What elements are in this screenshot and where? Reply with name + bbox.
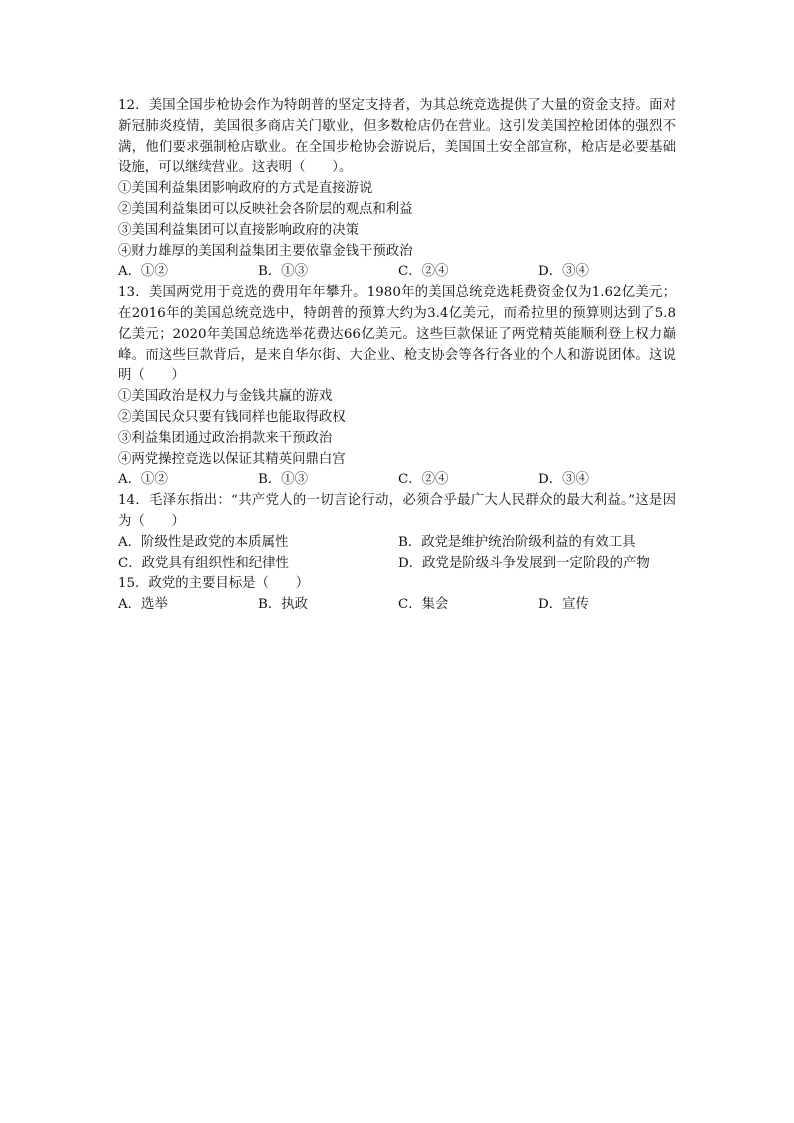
statement-2: ②美国民众只要有钱同样也能取得政权 bbox=[118, 409, 346, 425]
question-stem: 14．毛泽东指出：“共产党人的一切言论行动，必须合乎最广大人民群众的最大利益。”这是因为（ ） bbox=[118, 493, 676, 529]
option-d: D．宣传 bbox=[538, 597, 589, 613]
option-c: C．政党具有组织性和纪律性 bbox=[118, 555, 289, 571]
option-b: B．执政 bbox=[258, 597, 309, 613]
statement-1: ①美国政治是权力与金钱共赢的游戏 bbox=[118, 389, 333, 405]
option-a: A．阶级性是政党的本质属性 bbox=[118, 534, 289, 550]
statement-4: ④财力雄厚的美国利益集团主要依靠金钱干预政治 bbox=[118, 243, 413, 259]
statement-3: ③美国利益集团可以直接影响政府的决策 bbox=[118, 222, 360, 238]
option-b: B．①③ bbox=[258, 472, 309, 488]
question-stem: 15．政党的主要目标是（ ） bbox=[118, 576, 310, 592]
question-12 bbox=[118, 96, 676, 283]
option-a: A．①② bbox=[118, 264, 168, 280]
answer-options bbox=[118, 595, 676, 616]
option-c: C．集会 bbox=[398, 597, 449, 613]
option-b: B．政党是维护统治阶级利益的有效工具 bbox=[398, 534, 636, 550]
statement-1: ①美国利益集团影响政府的方式是直接游说 bbox=[118, 181, 373, 197]
answer-options bbox=[118, 533, 676, 575]
option-d: D．③④ bbox=[538, 264, 589, 280]
option-d: D．③④ bbox=[538, 472, 589, 488]
question-stem: 12．美国全国步枪协会作为特朗普的坚定支持者，为其总统竞选提供了大量的资金支持。面对新冠肺炎疫情，美国很多商店关门歇业，但多数枪店仍在营业。这引发美国控枪团体的强烈不满，他们要求强制枪店歇业。在全国步枪协会游说后，美国国土安全部宣称，枪店是必要基础设施，可以继续营业。这表明（ ）。 bbox=[118, 98, 676, 176]
statement-4: ④两党操控竞选以保证其精英问鼎白宫 bbox=[118, 451, 346, 467]
answer-options bbox=[118, 470, 676, 491]
option-a: A．①② bbox=[118, 472, 168, 488]
option-a: A．选举 bbox=[118, 597, 168, 613]
option-c: C．②④ bbox=[398, 472, 449, 488]
question-15 bbox=[118, 574, 676, 616]
question-stem: 13．美国两党用于竞选的费用年年攀升。1980年的美国总统竞选耗费资金仅为1.62亿美元；在2016年的美国总统竞选中，特朗普的预算大约为3.4亿美元，而希拉里的预算则达到了5.8亿美元；2020年美国总统选举花费达66亿美元。这些巨款保证了两党精英能顺利登上权力巅峰。而这些巨款背后，是来自华尔街、大企业、枪支协会等各行各业的个人和游说团体。这说明（ ） bbox=[118, 285, 676, 384]
option-b: B．①③ bbox=[258, 264, 309, 280]
option-c: C．②④ bbox=[398, 264, 449, 280]
option-d: D．政党是阶级斗争发展到一定阶段的产物 bbox=[398, 555, 650, 571]
statement-2: ②美国利益集团可以反映社会各阶层的观点和利益 bbox=[118, 201, 413, 217]
question-14 bbox=[118, 491, 676, 574]
statement-3: ③利益集团通过政治捐款来干预政治 bbox=[118, 430, 333, 446]
question-13 bbox=[118, 283, 676, 491]
answer-options bbox=[118, 262, 676, 283]
